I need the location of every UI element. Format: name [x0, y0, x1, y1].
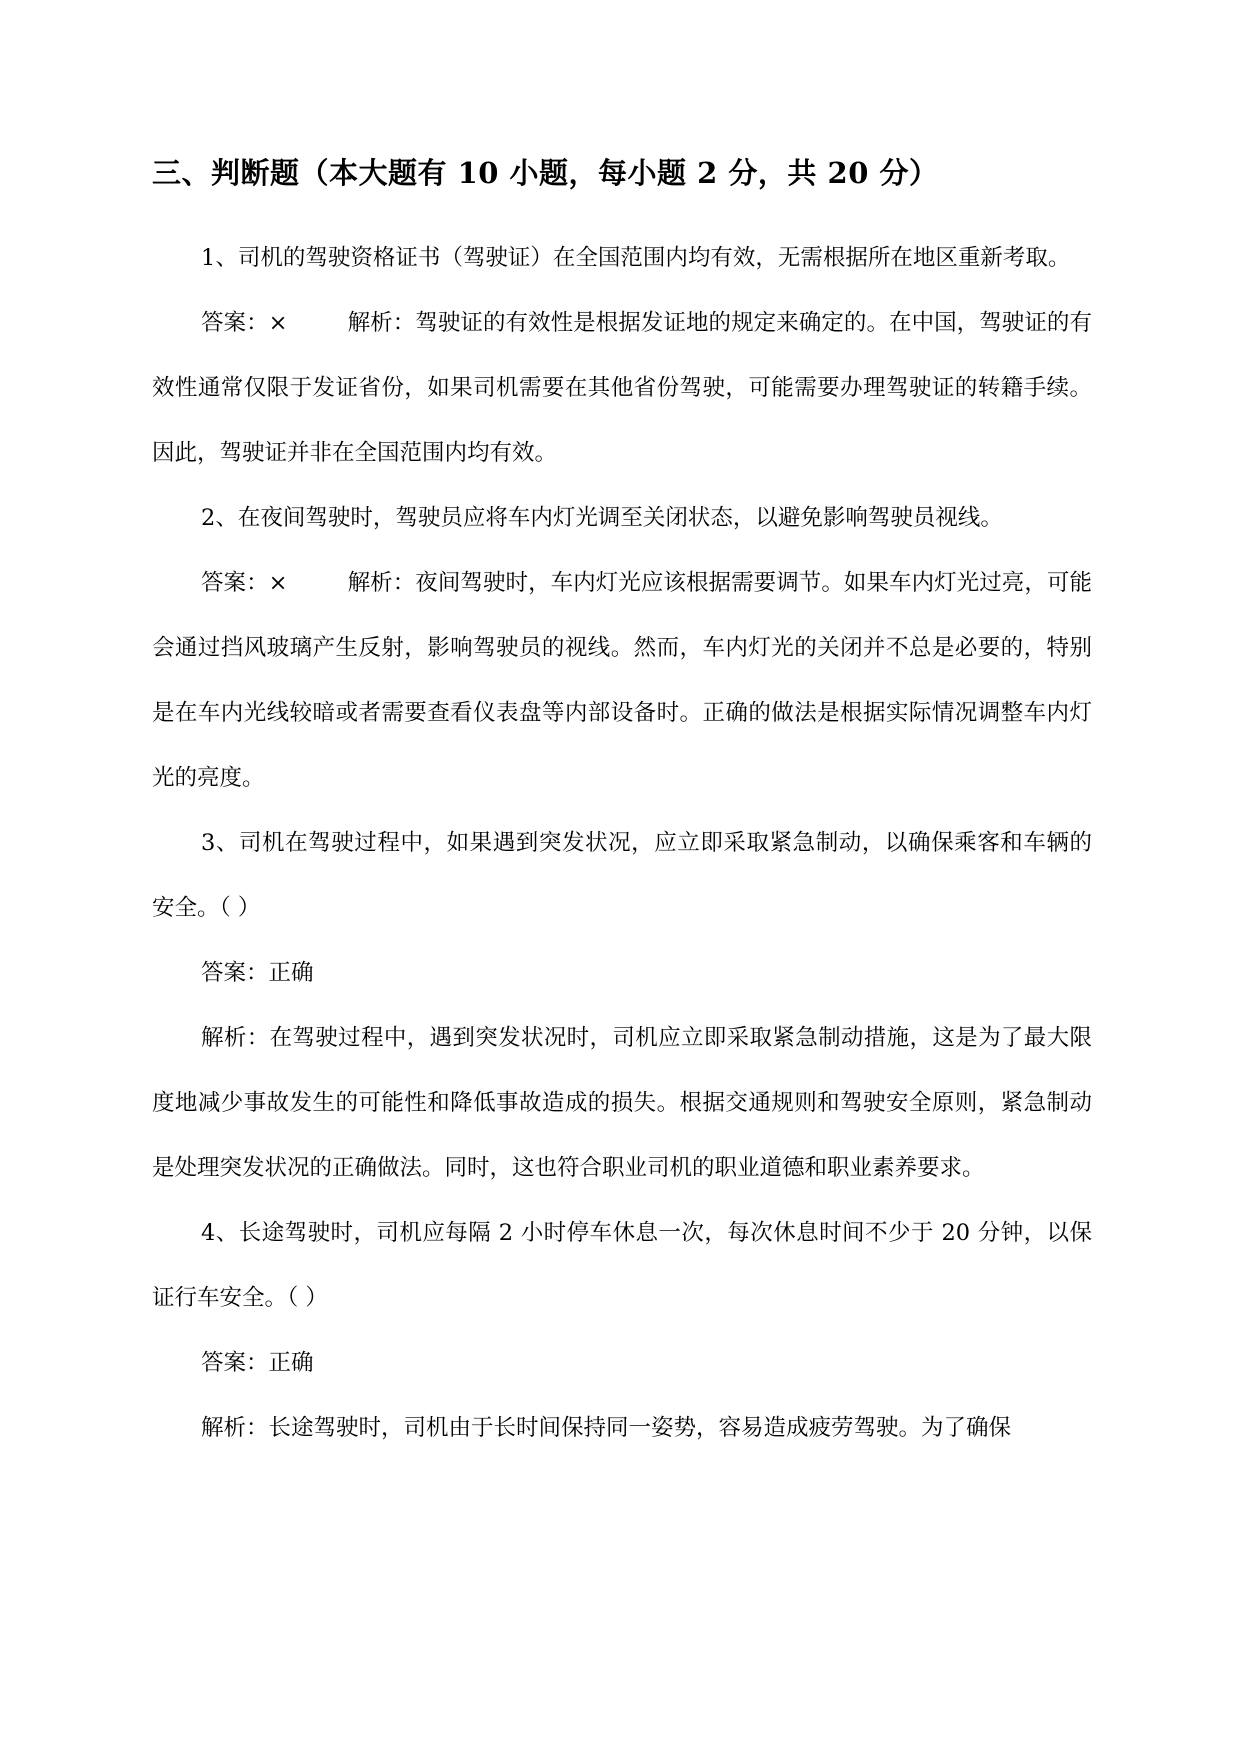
question-3-analysis: 解析：在驾驶过程中，遇到突发状况时，司机应立即采取紧急制动措施，这是为了最大限度地减少事故发生的可能性和降低事故造成的损失。根据交通规则和驾驶安全原则，紧急制动是处理突发状况的正确做法。同时，这也符合职业司机的职业道德和职业素养要求。 [152, 1025, 1092, 1181]
question-4-analysis: 解析：长途驾驶时，司机由于长时间保持同一姿势，容易造成疲劳驾驶。为了确保 [201, 1415, 1012, 1441]
question-1-analysis: 解析：驾驶证的有效性是根据发证地的规定来确定的。在中国，驾驶证的有效性通常仅限于发证省份，如果司机需要在其他省份驾驶，可能需要办理驾驶证的转籍手续。因此，驾驶证并非在全国范围内均有效。 [152, 310, 1092, 466]
question-2-text: 2、在夜间驾驶时，驾驶员应将车内灯光调至关闭状态，以避免影响驾驶员视线。 [201, 505, 1003, 531]
section-title: 三、判断题（本大题有 10 小题，每小题 2 分，共 20 分） [152, 156, 939, 190]
question-2-answer: 答案：× [201, 570, 288, 596]
question-3-text: 3、司机在驾驶过程中，如果遇到突发状况，应立即采取紧急制动，以确保乘客和车辆的安全。（ ） [152, 830, 1092, 921]
question-4-text: 4、长途驾驶时，司机应每隔 2 小时停车休息一次，每次休息时间不少于 20 分钟，以保证行车安全。（ ） [152, 1220, 1092, 1311]
question-2-analysis: 解析：夜间驾驶时，车内灯光应该根据需要调节。如果车内灯光过亮，可能会通过挡风玻璃产生反射，影响驾驶员的视线。然而，车内灯光的关闭并不总是必要的，特别是在车内光线较暗或者需要查看仪表盘等内部设备时。正确的做法是根据实际情况调整车内灯光的亮度。 [152, 570, 1092, 791]
question-3-answer: 答案：正确 [201, 960, 314, 986]
question-1-answer-block [152, 291, 1092, 486]
question-4-answer: 答案：正确 [201, 1350, 314, 1376]
question-1-text: 1、司机的驾驶资格证书（驾驶证）在全国范围内均有效，无需根据所在地区重新考取。 [201, 245, 1071, 271]
question-1-answer: 答案：× [201, 310, 288, 336]
question-2-answer-block [152, 551, 1092, 811]
question-list [152, 226, 1092, 1461]
